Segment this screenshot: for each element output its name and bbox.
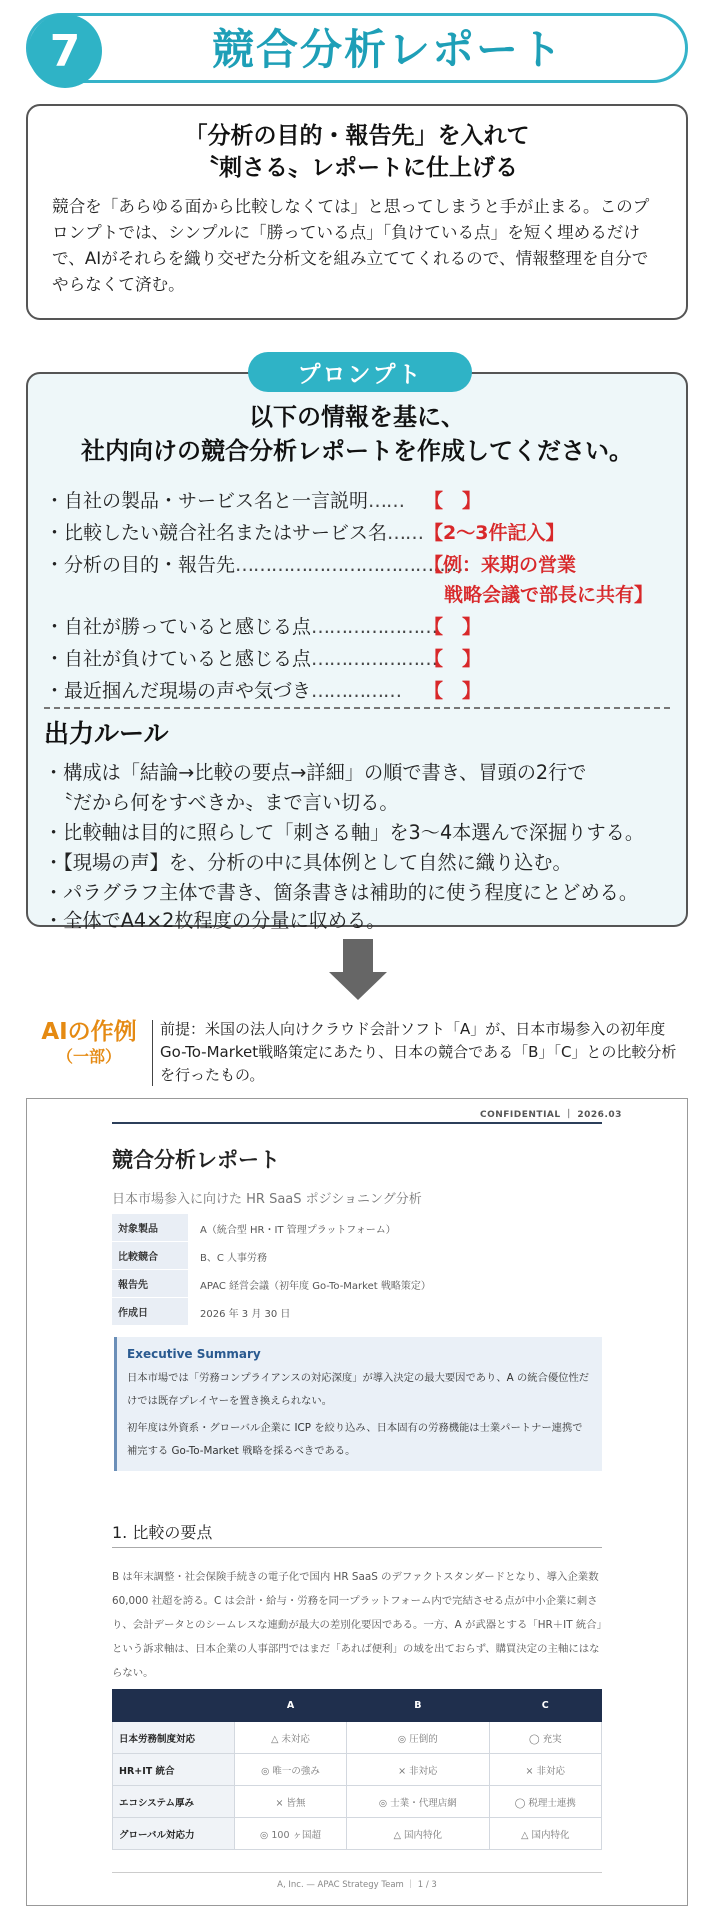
meta-key: 対象製品 bbox=[112, 1214, 188, 1242]
down-arrow-icon bbox=[343, 939, 373, 973]
prompt-field: ・分析の目的・報告先………………………………… bbox=[45, 554, 470, 576]
prompt-field: ・自社が負けていると感じる点………………… bbox=[45, 648, 438, 670]
prompt-field: ・比較したい競合社名またはサービス名…… bbox=[45, 522, 424, 544]
report-meta bbox=[112, 1214, 431, 1326]
prompt-field-value: 【 】 bbox=[424, 616, 482, 638]
table-cell: ◎ 圧倒的 bbox=[347, 1722, 490, 1754]
table-header-cell: C bbox=[489, 1690, 601, 1722]
meta-key: 比較競合 bbox=[112, 1242, 188, 1270]
report-title: 競合分析レポート bbox=[112, 1148, 280, 1172]
table-cell: △ 未対応 bbox=[235, 1722, 347, 1754]
prompt-heading-line-2: 社内向けの競合分析レポートを作成してください。 bbox=[81, 437, 633, 465]
ai-example-description: 前提：米国の法人向けクラウド会計ソフト「A」が、日本市場参入の初年度Go-To-Market戦略策定にあたり、日本の競合である「B」「C」との比較分析を行ったもの。 bbox=[160, 1020, 677, 1084]
report-subtitle: 日本市場参入に向けた HR SaaS ポジショニング分析 bbox=[112, 1192, 422, 1207]
table-cell: × 非対応 bbox=[347, 1754, 490, 1786]
table-cell: × 皆無 bbox=[235, 1786, 347, 1818]
comparison-table bbox=[112, 1689, 602, 1850]
meta-value: B、C 人事労務 bbox=[200, 1252, 268, 1264]
intro-heading-line-1: 「分析の目的・報告先」を入れて bbox=[184, 122, 530, 149]
rule-item: ・【現場の声】を、分析の中に具体例として自然に織り込む。 bbox=[44, 851, 572, 874]
table-row-label: エコシステム厚み bbox=[113, 1786, 235, 1818]
intro-heading-line-2: 〝刺さる〟レポートに仕上げる bbox=[196, 154, 518, 181]
prompt-field-value: 【例：来期の営業 bbox=[424, 554, 577, 576]
table-cell: △ 国内特化 bbox=[347, 1818, 490, 1850]
meta-key: 作成日 bbox=[112, 1298, 188, 1326]
prompt-field: ・自社の製品・サービス名と一言説明…… bbox=[45, 490, 405, 512]
meta-row bbox=[112, 1298, 431, 1326]
meta-value: 2026 年 3 月 30 日 bbox=[200, 1308, 291, 1320]
table-row bbox=[113, 1722, 602, 1754]
prompt-field-value: 【2〜3件記入】 bbox=[424, 522, 565, 544]
table-header-cell bbox=[113, 1690, 235, 1722]
rule-item: ・構成は「結論→比較の要点→詳細」の順で書き、冒頭の2行で bbox=[44, 761, 587, 784]
meta-value: APAC 経営会議（初年度 Go-To-Market 戦略策定） bbox=[200, 1280, 431, 1292]
table-row bbox=[113, 1818, 602, 1850]
table-header-row bbox=[113, 1690, 602, 1722]
ai-example-sub: （一部） bbox=[56, 1047, 121, 1066]
down-arrow-head-icon bbox=[329, 972, 387, 1000]
prompt-field-value: 【 】 bbox=[424, 648, 482, 670]
prompt-field-value: 【 】 bbox=[424, 490, 482, 512]
table-row-label: グローバル対応力 bbox=[113, 1818, 235, 1850]
meta-value: A（統合型 HR・IT 管理プラットフォーム） bbox=[200, 1224, 396, 1236]
executive-summary bbox=[114, 1337, 602, 1471]
meta-row bbox=[112, 1270, 431, 1298]
table-cell: ◎ 唯一の強み bbox=[235, 1754, 347, 1786]
table-row-label: HR+IT 統合 bbox=[113, 1754, 235, 1786]
section-number-badge: 7 bbox=[28, 14, 102, 88]
rule-item: 〝だから何をすべきか〟まで言い切る。 bbox=[44, 791, 399, 814]
table-header-cell: B bbox=[347, 1690, 490, 1722]
meta-row bbox=[112, 1214, 431, 1242]
report-body: B は年末調整・社会保険手続きの電子化で国内 HR SaaS のデファクトスタンダードとなり、導入企業数 60,000 社超を誇る。C は会計・給与・労務を同一プラットフォーム内で完結させる点が中小企業に刺さり、会計データとのシームレスな連動が最大の差別化要因である。一方、A が武器とする「HR＋IT 統合」という訴求軸は、日本企業の人事部門ではまだ「あれば便利」の域を出ておらず、購買決定の主軸にはならない。 bbox=[112, 1571, 602, 1679]
exec-paragraph: 日本市場では「労務コンプライアンスの対応深度」が導入決定の最大要因であり、A の統合優位性だけでは既存プレイヤーを置き換えられない。 bbox=[127, 1372, 590, 1407]
exec-paragraph: 初年度は外資系・グローバル企業に ICP を絞り込み、日本固有の労務機能は士業パートナー連携で補完する Go-To-Market 戦略を採るべきである。 bbox=[127, 1422, 583, 1457]
table-cell: ◎ 士業・代理店網 bbox=[347, 1786, 490, 1818]
report-section-title: 1. 比較の要点 bbox=[112, 1523, 213, 1542]
prompt-field: ・自社が勝っていると感じる点………………… bbox=[45, 616, 438, 638]
report-top-rule bbox=[112, 1122, 602, 1124]
prompt-heading-line-1: 以下の情報を基に、 bbox=[249, 403, 465, 431]
report-footer-rule bbox=[112, 1872, 602, 1873]
prompt-field-value-cont: 戦略会議で部長に共有】 bbox=[444, 584, 654, 606]
prompt-field-value: 【 】 bbox=[424, 680, 482, 702]
ai-example-label: AIの作例 bbox=[41, 1019, 137, 1045]
table-header-cell: A bbox=[235, 1690, 347, 1722]
rule-item: ・比較軸は目的に照らして「刺さる軸」を3〜4本選んで深掘りする。 bbox=[44, 821, 645, 844]
table-cell: ◯ 充実 bbox=[489, 1722, 601, 1754]
meta-row bbox=[112, 1242, 431, 1270]
prompt-tag: プロンプト bbox=[248, 352, 472, 392]
report-footer: A, Inc. — APAC Strategy Team ｜ 1 / 3 bbox=[277, 1880, 437, 1890]
table-row bbox=[113, 1786, 602, 1818]
prompt-field: ・最近掴んだ現場の声や気づき…………… bbox=[45, 680, 402, 702]
table-row bbox=[113, 1754, 602, 1786]
exec-heading: Executive Summary bbox=[127, 1347, 261, 1361]
meta-key: 報告先 bbox=[112, 1270, 188, 1298]
table-cell: △ 国内特化 bbox=[489, 1818, 601, 1850]
table-row-label: 日本労務制度対応 bbox=[113, 1722, 235, 1754]
rule-item: ・パラグラフ主体で書き、箇条書きは補助的に使う程度にとどめる。 bbox=[44, 881, 639, 904]
rules-heading: 出力ルール bbox=[44, 719, 169, 748]
prompt-divider bbox=[44, 707, 670, 709]
table-cell: ◎ 100 ヶ国超 bbox=[235, 1818, 347, 1850]
report-confidential: CONFIDENTIAL ｜ 2026.03 bbox=[480, 1110, 622, 1120]
rule-item: ・全体でA4×2枚程度の分量に収める。 bbox=[44, 909, 386, 932]
intro-body: 競合を「あらゆる面から比較しなくては」と思ってしまうと手が止まる。このプロンプトでは、シンプルに「勝っている点」「負けている点」を短く埋めるだけで、AIがそれらを織り交ぜた分析文を組み立ててくれるので、情報整理を自分でやらなくて済む。 bbox=[52, 197, 650, 294]
ai-example-divider bbox=[152, 1020, 153, 1086]
intro-box bbox=[26, 104, 688, 320]
section-title: 競合分析レポート bbox=[211, 25, 564, 74]
table-cell: ◯ 税理士連携 bbox=[489, 1786, 601, 1818]
report-section-rule bbox=[112, 1547, 602, 1548]
table-cell: × 非対応 bbox=[489, 1754, 601, 1786]
